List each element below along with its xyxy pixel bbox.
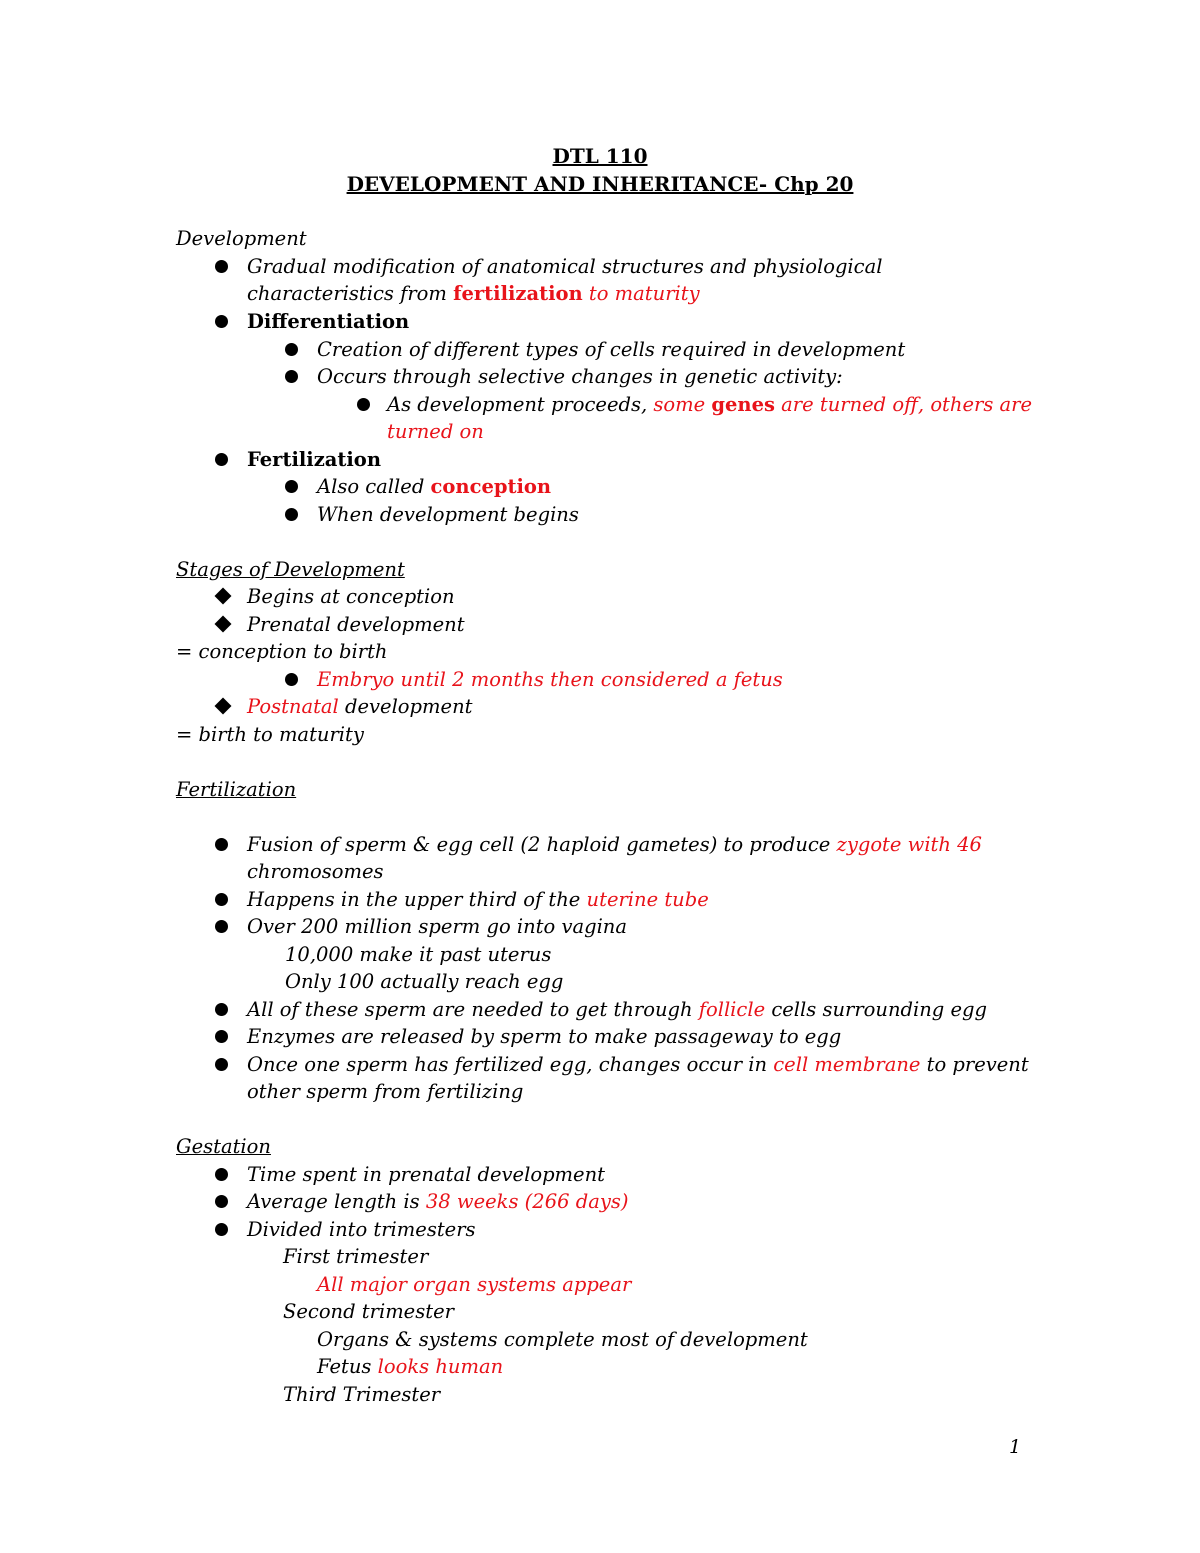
- diamond-bullet-icon: [215, 588, 232, 605]
- sub-sub-line: Organs & systems complete most of development: [317, 1328, 808, 1351]
- bullet-icon: [215, 453, 228, 466]
- bullet-icon: [215, 1195, 228, 1208]
- list-item: Creation of different types of cells required in development: [317, 338, 906, 361]
- bullet-icon: [215, 893, 228, 906]
- bullet-icon: [285, 343, 298, 356]
- list-item: As development proceeds, some genes are turned off, others are: [387, 393, 1033, 416]
- bullet-icon: [215, 1168, 228, 1181]
- bullet-icon: [215, 260, 228, 273]
- sub-line: 10,000 make it past uterus: [285, 943, 552, 966]
- sub-line: Only 100 actually reach egg: [285, 970, 564, 993]
- diamond-bullet-icon: [215, 698, 232, 715]
- bullet-icon: [215, 920, 228, 933]
- list-item: Differentiation: [247, 310, 410, 333]
- section-heading-development: Development: [176, 227, 307, 250]
- bullet-icon: [215, 838, 228, 851]
- section-heading-stages: Stages of Development: [176, 558, 405, 581]
- section-heading-gestation: Gestation: [176, 1135, 271, 1158]
- list-item: Gradual modification of anatomical structures and physiological: [247, 255, 883, 278]
- sub-sub-line: All major organ systems appear: [317, 1273, 632, 1296]
- bullet-icon: [215, 1003, 228, 1016]
- list-item: Fusion of sperm & egg cell (2 haploid gametes) to produce zygote with 46: [247, 833, 982, 856]
- list-item-continuation: other sperm from fertilizing: [247, 1080, 524, 1103]
- sub-line: Second trimester: [283, 1300, 454, 1323]
- bullet-icon: [285, 370, 298, 383]
- bullet-icon: [215, 1058, 228, 1071]
- list-item: Postnatal development: [247, 695, 473, 718]
- bullet-icon: [285, 480, 298, 493]
- list-item: Happens in the upper third of the uterine tube: [247, 888, 709, 911]
- list-item-continuation: chromosomes: [247, 860, 384, 883]
- list-item-continuation: characteristics from fertilization to maturity: [247, 282, 700, 305]
- definition-line: = conception to birth: [176, 640, 388, 663]
- course-title: DTL 110: [552, 144, 648, 168]
- page-number: 1: [1009, 1436, 1022, 1458]
- sub-line: First trimester: [283, 1245, 429, 1268]
- bullet-icon: [215, 1223, 228, 1236]
- bullet-icon: [285, 673, 298, 686]
- list-item: When development begins: [317, 503, 579, 526]
- diamond-bullet-icon: [215, 616, 232, 633]
- list-item: Average length is 38 weeks (266 days): [247, 1190, 629, 1213]
- bullet-icon: [285, 508, 298, 521]
- list-item-continuation: turned on: [387, 420, 484, 443]
- sub-line: Third Trimester: [283, 1383, 441, 1406]
- list-item: Once one sperm has fertilized egg, changes occur in cell membrane to prevent: [247, 1053, 1029, 1076]
- sub-sub-line: Fetus looks human: [317, 1355, 504, 1378]
- definition-line: = birth to maturity: [176, 723, 364, 746]
- list-item: Embryo until 2 months then considered a fetus: [317, 668, 783, 691]
- list-item: Enzymes are released by sperm to make passageway to egg: [247, 1025, 842, 1048]
- list-item: Divided into trimesters: [247, 1218, 476, 1241]
- bullet-icon: [215, 1030, 228, 1043]
- list-item: All of these sperm are needed to get through follicle cells surrounding egg: [247, 998, 987, 1021]
- list-item: Also called conception: [317, 475, 552, 498]
- chapter-title: DEVELOPMENT AND INHERITANCE- Chp 20: [346, 172, 854, 196]
- bullet-icon: [357, 398, 370, 411]
- list-item: Fertilization: [247, 448, 381, 471]
- list-item: Time spent in prenatal development: [247, 1163, 605, 1186]
- list-item: Begins at conception: [247, 585, 455, 608]
- list-item: Occurs through selective changes in genetic activity:: [317, 365, 843, 388]
- bullet-icon: [215, 315, 228, 328]
- list-item: Prenatal development: [247, 613, 465, 636]
- list-item: Over 200 million sperm go into vagina: [247, 915, 627, 938]
- section-heading-fertilization: Fertilization: [176, 778, 297, 801]
